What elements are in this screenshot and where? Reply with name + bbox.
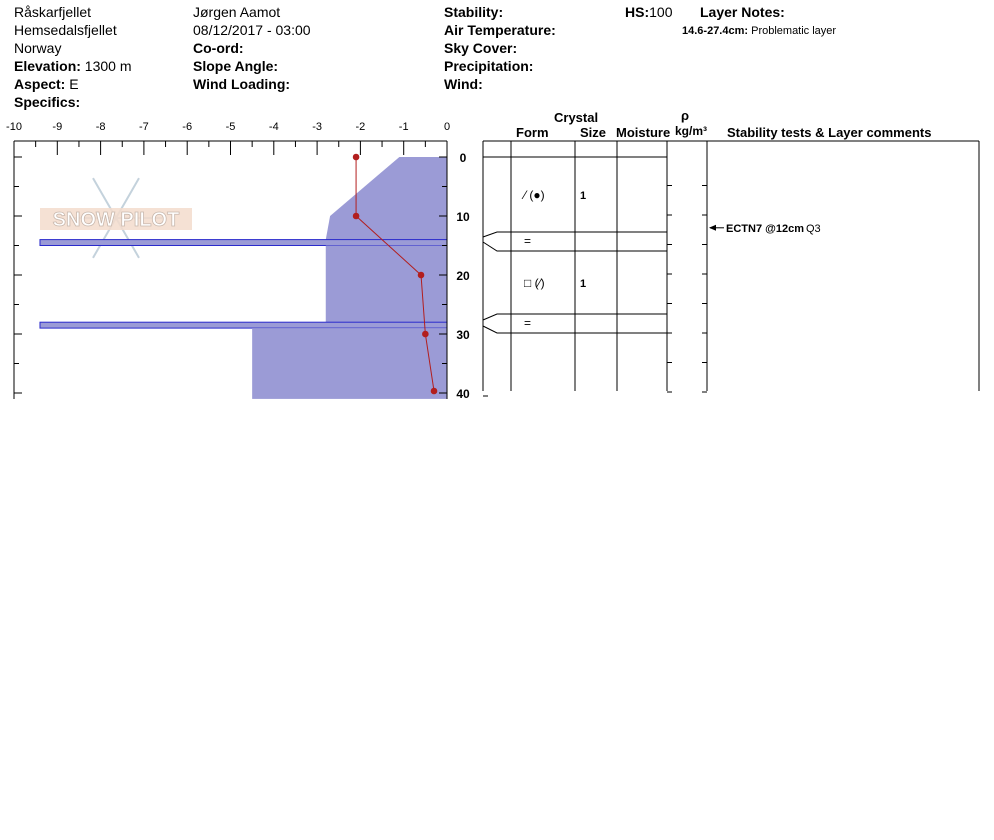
layer-note-text: Problematic layer: [751, 25, 837, 37]
x-tick-label: -2: [355, 121, 366, 133]
x-tick-label: -6: [182, 121, 193, 133]
moisture-header: Moisture: [616, 125, 671, 140]
layer-connector: [483, 232, 511, 237]
observer-name: Jørgen Aamot: [193, 4, 281, 20]
stability-test-quality: Q3: [806, 222, 821, 235]
hardness-bar: [326, 246, 447, 323]
layer-connector: [483, 326, 511, 333]
layer-grain-form: ⁄ (●): [524, 188, 545, 202]
layer-notes-label: Layer Notes:: [700, 4, 785, 20]
elevation-label: Elevation:: [14, 58, 81, 74]
precipitation-label: Precipitation:: [444, 58, 534, 74]
x-tick-label: -10: [6, 121, 22, 133]
density-unit-header: kg/m³: [675, 124, 708, 138]
location-name: Råskarfjellet: [14, 4, 92, 20]
hardness-bar: [326, 157, 447, 240]
layer-connector: [483, 242, 511, 251]
temperature-point: [353, 154, 360, 161]
form-header: Form: [516, 125, 549, 140]
stability-comments-header: Stability tests & Layer comments: [727, 125, 932, 140]
x-tick-label: -4: [268, 121, 279, 133]
aspect-value: E: [69, 76, 79, 92]
temperature-point: [353, 213, 360, 220]
air-temperature-label: Air Temperature:: [444, 22, 556, 38]
sky-cover-label: Sky Cover:: [444, 40, 518, 56]
layer-grain-form: =: [524, 234, 532, 248]
country-name: Norway: [14, 40, 62, 56]
x-tick-label: -3: [312, 121, 322, 133]
depth-label: 10: [456, 210, 470, 224]
crystal-header: Crystal: [554, 110, 599, 125]
specifics-label: Specifics:: [14, 94, 81, 110]
temperature-point: [418, 272, 425, 279]
layer-grain-size: 1: [580, 190, 587, 202]
layer-grain-form: =: [524, 316, 532, 330]
stability-label: Stability:: [444, 4, 504, 20]
x-tick-label: -9: [52, 121, 63, 133]
layer-grain-size: 1: [580, 278, 587, 290]
depth-label: 0: [459, 151, 467, 165]
stability-arrow-head: [709, 225, 716, 231]
coord-label: Co-ord:: [193, 40, 244, 56]
depth-label: 30: [456, 328, 470, 342]
layer-note-range: 14.6-27.4cm:: [682, 25, 749, 37]
hs-label: HS:: [625, 4, 650, 20]
watermark-text: SNOW PILOT: [52, 209, 180, 231]
depth-label: 40: [456, 387, 470, 401]
layer-grid: [483, 141, 979, 396]
layer-connector: [483, 314, 511, 320]
elevation-value: 1300 m: [84, 58, 132, 74]
aspect-label: Aspect:: [14, 76, 66, 92]
temperature-point: [431, 388, 438, 395]
x-tick-label: -1: [398, 121, 409, 133]
x-tick-label: -5: [225, 121, 236, 133]
range-name: Hemsedalsfjellet: [14, 22, 117, 38]
hs-value: 100: [649, 4, 673, 20]
hardness-bar: [40, 322, 447, 328]
hardness-bar: [252, 328, 447, 399]
depth-label: 20: [456, 269, 470, 283]
size-header: Size: [580, 125, 607, 140]
wind-label: Wind:: [444, 76, 483, 92]
observation-datetime: 08/12/2017 - 03:00: [193, 22, 311, 38]
x-tick-label: -8: [95, 121, 106, 133]
stability-test-label: ECTN7 @12cm: [726, 222, 804, 235]
slope-angle-label: Slope Angle:: [193, 58, 279, 74]
stability-tests: [709, 223, 821, 235]
wind-loading-label: Wind Loading:: [193, 76, 291, 92]
x-tick-label: -7: [139, 121, 149, 133]
layer-grain-form: □ (⁄): [524, 276, 545, 290]
density-rho-header: ρ: [681, 108, 690, 123]
x-tick-label: 0: [443, 121, 451, 133]
temperature-point: [422, 331, 429, 338]
